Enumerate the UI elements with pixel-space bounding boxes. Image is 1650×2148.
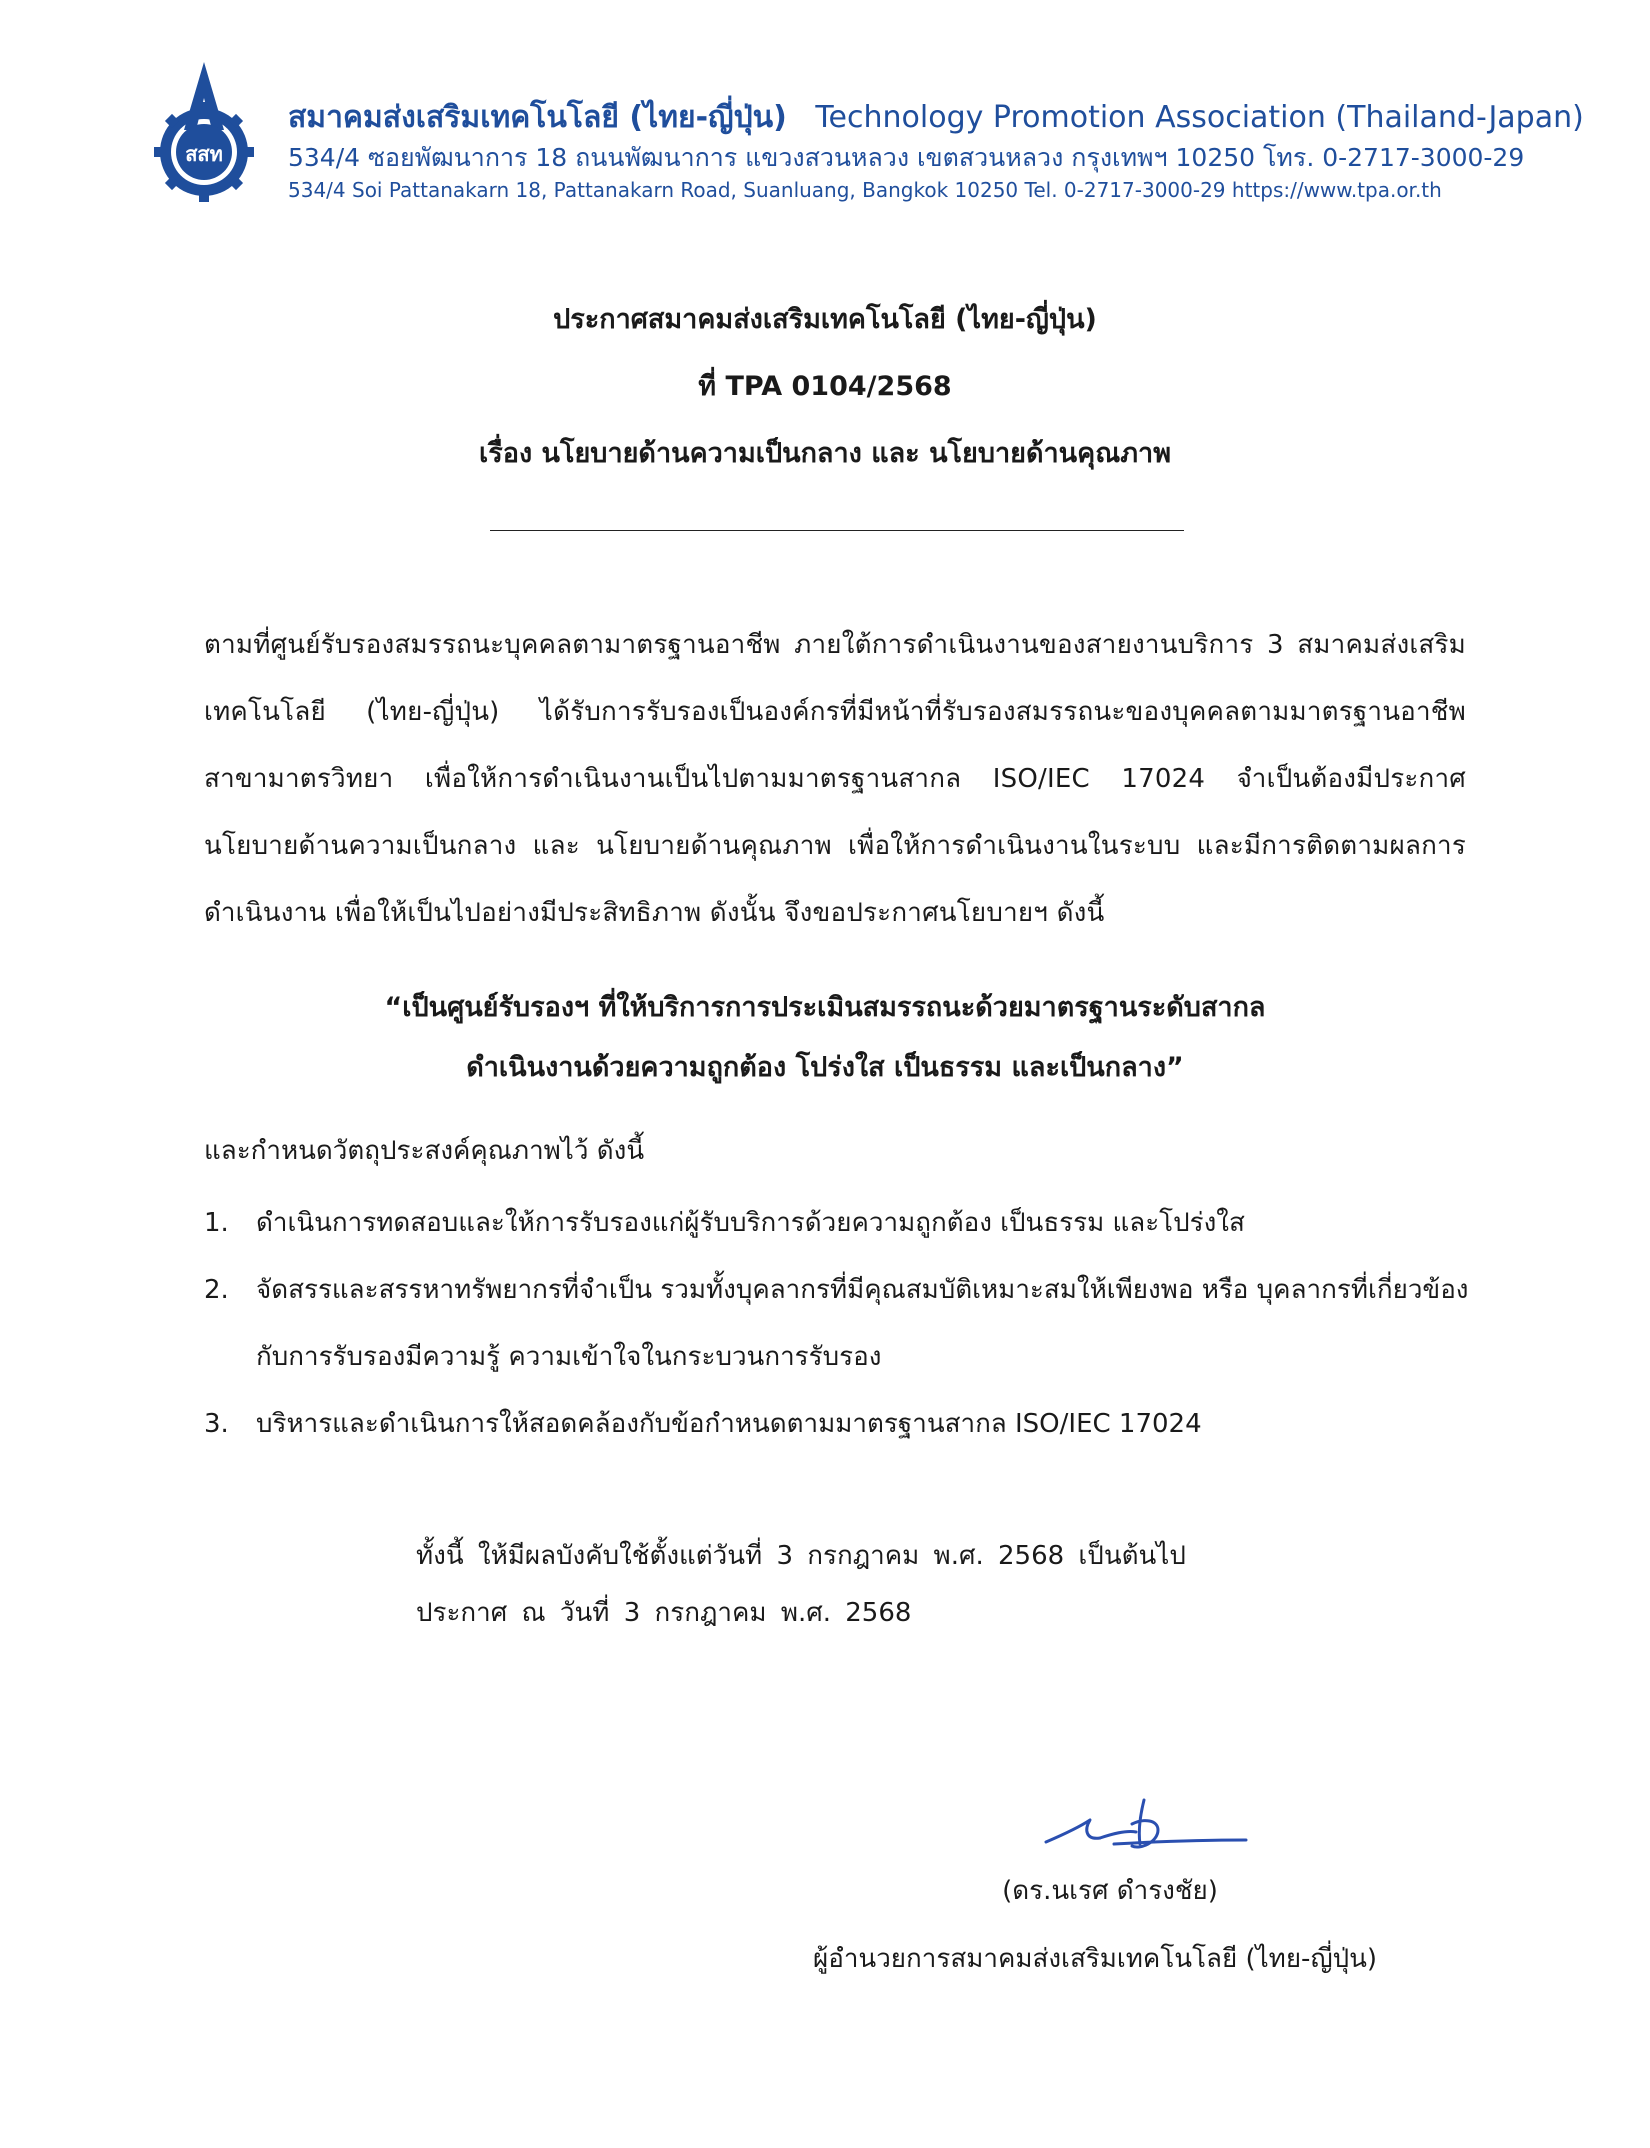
announcement-subject: เรื่อง นโยบายด้านความเป็นกลาง และ นโยบายด้านคุณภาพ bbox=[479, 438, 1171, 469]
list-item-text: บริหารและดำเนินการให้สอดคล้องกับข้อกำหนดตามมาตรฐานสากล ISO/IEC 17024 bbox=[256, 1409, 1202, 1439]
handwritten-signature-icon bbox=[1040, 1790, 1250, 1870]
list-item-number: 2. bbox=[204, 1275, 229, 1305]
signer-title: ผู้อำนวยการสมาคมส่งเสริมเทคโนโลยี (ไทย-ญี่ปุ่น) bbox=[812, 1944, 1378, 1974]
signer-name: (ดร.นเรศ ดำรงชัย) bbox=[1002, 1876, 1218, 1906]
policy-quote-line-1: “เป็นศูนย์รับรองฯ ที่ให้บริการการประเมินสมรรถนะด้วยมาตรฐานระดับสากล bbox=[384, 992, 1266, 1023]
association-logo-icon bbox=[148, 60, 260, 210]
effective-date-line: ทั้งนี้ ให้มีผลบังคับใช้ตั้งแต่วันที่ 3 กรกฎาคม พ.ศ. 2568 เป็นต้นไป bbox=[416, 1541, 1186, 1571]
org-name-line bbox=[288, 94, 1584, 141]
policy-quote bbox=[0, 978, 1650, 1098]
title-divider bbox=[490, 530, 1184, 531]
list-item-text: ดำเนินการทดสอบและให้การรับรองแก่ผู้รับบริการด้วยความถูกต้อง เป็นธรรม และโปร่งใส bbox=[256, 1208, 1245, 1238]
list-item-number: 1. bbox=[204, 1208, 229, 1238]
announcement-title-block bbox=[0, 286, 1650, 487]
list-item bbox=[204, 1391, 1474, 1458]
policy-quote-line-2: ดำเนินงานด้วยความถูกต้อง โปร่งใส เป็นธรรม และเป็นกลาง” bbox=[466, 1052, 1184, 1083]
org-name-en: Technology Promotion Association (Thailand-Japan) bbox=[815, 100, 1584, 135]
objectives-intro: และกำหนดวัตถุประสงค์คุณภาพไว้ ดังนี้ bbox=[204, 1136, 645, 1166]
letterhead bbox=[140, 58, 1584, 218]
address-en: 534/4 Soi Pattanakarn 18, Pattanakarn Road, Suanluang, Bangkok 10250 Tel. 0-2717-3000-29 https://www.tpa.or.th bbox=[288, 178, 1442, 202]
body-paragraph: ตามที่ศูนย์รับรองสมรรถนะบุคคลตามาตรฐานอาชีพ ภายใต้การดำเนินงานของสายงานบริการ 3 สมาคมส่งเสริมเทคโนโลยี (ไทย-ญี่ปุ่น) ได้รับการรับรองเป็นองค์กรที่มีหน้าที่รับรองสมรรถนะของบุคคลตามมาตรฐานอาชีพ สาขามาตรวิทยา เพื่อให้การดำเนินงานเป็นไปตามมาตรฐานสากล ISO/IEC 17024 จำเป็นต้องมีประกาศนโยบายด้านความเป็นกลาง และ นโยบายด้านคุณภาพ เพื่อให้การดำเนินงานในระบบ และมีการติดตามผลการดำเนินงาน เพื่อให้เป็นไปอย่างมีประสิทธิภาพ ดังนั้น จึงขอประกาศนโยบายฯ ดังนี้ bbox=[204, 630, 1466, 928]
announcement-number: ที่ TPA 0104/2568 bbox=[698, 371, 952, 402]
list-item-number: 3. bbox=[204, 1409, 229, 1439]
announcement-heading: ประกาศสมาคมส่งเสริมเทคโนโลยี (ไทย-ญี่ปุ่น) bbox=[553, 304, 1097, 335]
effective-dates bbox=[416, 1528, 1186, 1642]
list-item-text: จัดสรรและสรรหาทรัพยากรที่จำเป็น รวมทั้งบุคลากรที่มีคุณสมบัติเหมาะสมให้เพียงพอ หรือ บุคลากรที่เกี่ยวข้องกับการรับรองมีความรู้ ความเข้าใจในกระบวนการรับรอง bbox=[256, 1275, 1469, 1372]
org-name-th: สมาคมส่งเสริมเทคโนโลยี (ไทย-ญี่ปุ่น) bbox=[288, 100, 787, 135]
list-item bbox=[204, 1190, 1474, 1257]
address-th: 534/4 ซอยพัฒนาการ 18 ถนนพัฒนาการ แขวงสวนหลวง เขตสวนหลวง กรุงเทพฯ 10250 โทร. 0-2717-3000-29 bbox=[288, 143, 1525, 172]
list-item bbox=[204, 1257, 1474, 1391]
announced-date-line: ประกาศ ณ วันที่ 3 กรกฎาคม พ.ศ. 2568 bbox=[416, 1598, 912, 1628]
logo-text: สสท bbox=[185, 142, 223, 166]
objectives-list bbox=[204, 1190, 1474, 1458]
